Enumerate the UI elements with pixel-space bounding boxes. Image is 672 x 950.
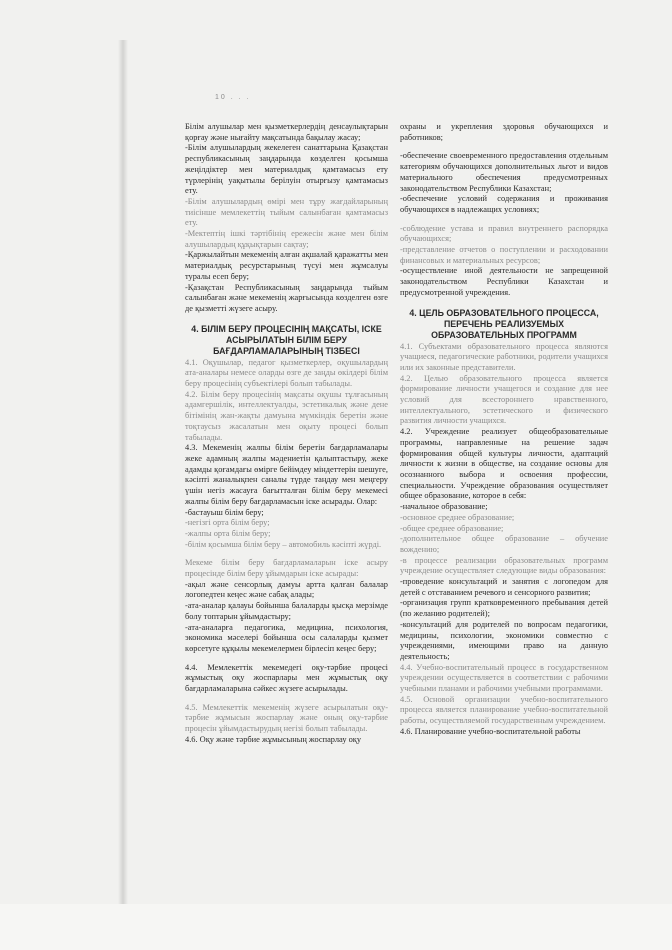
list-item: -начальное образование; [400, 502, 488, 512]
list-item: -бастауыш білім беру; [185, 507, 264, 517]
paragraph: 4.1. Субъектами образовательного процесса являются учащиеся, педагогические работники, родители учащихся или их законные представители. [400, 341, 608, 372]
paragraph: 4.2. Целью образовательного процесса является формирование личности учащегося и создание для нее условий для всестороннего нравственного, интеллектуального, эстетического и физического развития личности учащихся. [400, 373, 608, 426]
header-note: 10 . . . [215, 94, 251, 101]
paragraph: 4.2. Білім беру процесінің мақсаты оқушы тұлғасының адамгершілік, интеллектуалды, эстетикалық және дене бітімінің жан-жақты дамуына мүмкіндік беретін және тоқтаусыз жасалатын мен оқыту процесі болып табылады. [185, 389, 388, 442]
paragraph: -обеспечение своевременного предоставления отдельным категориям обучающихся дополнительных льгот и видов материального обеспечения предусмотренных законодательством Республики Казахстан; [400, 151, 608, 193]
list-item: -основное среднее образование; [400, 512, 515, 522]
right-column-russian [400, 122, 608, 738]
page-margin-bottom [0, 904, 672, 950]
list-item: -консультаций для родителей по вопросам педагогики, медицины, психологии, экономики совместно с учреждениями, имеющими право на данную деятельность; [400, 619, 608, 661]
list-item: -ақыл және сенсорлық дамуы артта қалған балалар логопедтен кеңес және сабақ алады; [185, 579, 388, 600]
list-item: -жалпы орта білім беру; [185, 528, 271, 538]
paragraph: 4.6. Оқу және тәрбие жұмысының жоспарлау оқу [185, 734, 362, 744]
section-heading: 4. БІЛІМ БЕРУ ПРОЦЕСІНІҢ МАҚСАТЫ, ІСКЕ АСЫРЫЛАТЫН БІЛІМ БЕРУ БАҒДАРЛАМАЛАРЫНЫҢ ТІЗБЕСІ [191, 323, 382, 356]
paragraph: Білім алушылар мен қызметкерлердің денсаулықтарын қорғау және нығайту мақсатында бақылау жасау; [185, 122, 388, 142]
paragraph: -Қазақстан Республикасының заңдарында тыйым салынбаған және мекеменің жарғысында көзделген өзге де қызметті жүзеге асыру. [185, 282, 388, 313]
paragraph: -в процессе реализации образовательных программ учреждение осуществляет следующие виды образования: [400, 555, 608, 576]
paragraph: 4.4. Учебно-воспитательный процесс в государственном учреждении осуществляется в соответствии с рабочими учебными планами и рабочими учебными программами. [400, 662, 608, 694]
paragraph: 4.6. Планирование учебно-воспитательной работы [400, 726, 581, 736]
list-item: -ата-аналар қалауы бойынша балаларды қысқа мерзімде болу топтарын ұйымдастыру; [185, 601, 388, 621]
paragraph: -осуществление иной деятельности не запрещенной законодательством Республики Казахстан и предусмотренной учреждения. [400, 266, 608, 297]
paragraph: -соблюдение устава и правил внутреннего распорядка обучающихся; [400, 223, 608, 244]
paragraph: 4.2. Учреждение реализует общеобразовательные программы, направленные на решение задач формирования общей культуры личности, адаптаций личности к жизни в обществе, на создание основы для осознанного выбора и освоения профессии, специальности. Учреждение образования осуществляет общее образование, которое в себя: [400, 427, 608, 501]
list-item: -общее среднее образование; [400, 523, 504, 533]
left-column-kazakh [185, 122, 388, 746]
paragraph: 4.5. Мемлекеттік мекеменің жүзеге асырылатын оқу-тәрбие жұмысын жоспарлау және оның оқу-тәрбие процесін ұйымдастырудың негізі болып табылады. [185, 702, 388, 734]
scan-shadow [118, 40, 128, 920]
paragraph: -Қаржылайтын мекеменің алған ақшалай қаражатты мен материалдық ресурстарының түсуі мен жұмсалуы туралы есеп беру; [185, 250, 388, 281]
paragraph: -представление отчетов о поступлении и расходовании финансовых и материальных ресурсов; [400, 245, 608, 265]
list-item: -ата-аналарға педагогика, медицина, психология, экономика мәселері бойынша осы салаларды қызмет көрсетуге құқылы мекемелермен бірлесіп кеңес беру; [185, 622, 388, 653]
list-item: -негізгі орта білім беру; [185, 518, 270, 528]
section-heading: 4. ЦЕЛЬ ОБРАЗОВАТЕЛЬНОГО ПРОЦЕССА, ПЕРЕЧЕНЬ РЕАЛИЗУЕМЫХ ОБРАЗОВАТЕЛЬНЫХ ПРОГРАММ [409, 307, 599, 340]
list-item: -организация групп кратковременного пребывания детей (по желанию родителей); [400, 598, 608, 619]
list-item: -білім қосымша білім беру – автомобиль кәсіпті жүрді. [185, 539, 382, 549]
list-item: -дополнительное общее образование – обучение вождению; [400, 534, 608, 554]
paragraph: 4.1. Оқушылар, педагог қызметкерлер, оқушылардың ата-аналары немесе оларды өзге де заңды өкілдері білім беру процесінің субъектілері болып табылады. [185, 357, 388, 389]
paragraph: -Білім алушылардың өмірі мен тұру жағдайларының тиісінше мемлекеттің тыйым салынбаған қамтамасыз ету. [185, 196, 388, 228]
paragraph: охраны и укрепления здоровья обучающихся и работников; [400, 122, 608, 142]
paragraph: -Мектептің ішкі тәртібінің ережесін және мен білім алушылардың құқықтарын сақтау; [185, 229, 388, 249]
paragraph: 4.4. Мемлекеттік мекемедегі оқу-тәрбие процесі жұмыстық оқу жоспарлары мен жұмыстық оқу бағдарламаларына сәйкес жүзеге асырылады. [185, 662, 388, 694]
paragraph: -Білім алушылардың жекелеген санаттарына Қазақстан республикасының заңдарында көзделген қосымша жеңілдіктер мен материалдық қамтамасыз ету түрлерінің уақытылы берілуін отырғызу қамтамасыз ету. [185, 143, 388, 196]
paragraph: Мекеме білім беру бағдарламаларын іске асыру процесінде білім беру ұйымдарын іске асырады: [185, 558, 388, 579]
list-item: -проведение консультаций и занятия с логопедом для детей с отставанием речевого и сенсорного развития; [400, 577, 608, 597]
paragraph: -обеспечение условий содержания и проживания обучающихся в надлежащих условиях; [400, 194, 608, 214]
paragraph: 4.3. Мекеменің жалпы білім беретін бағдарламалары жеке адамның жалпы мәдениетін қалыптастыру, жеке адамды қоғамдағы өмірге бейімдеу міндеттерін шешуге, кәсіпті жаналықпен саналы түрде таңдау мен меңгеру үшін негіз жасауға бағытталған білім беру мекемесі жалпы білім беру бағдарламасын іске асырады. Олар: [185, 443, 388, 506]
paragraph: 4.5. Основой организации учебно-воспитательного процесса является планирование учебно-воспитательной работы, осуществляемой государственным учреждением. [400, 694, 608, 726]
